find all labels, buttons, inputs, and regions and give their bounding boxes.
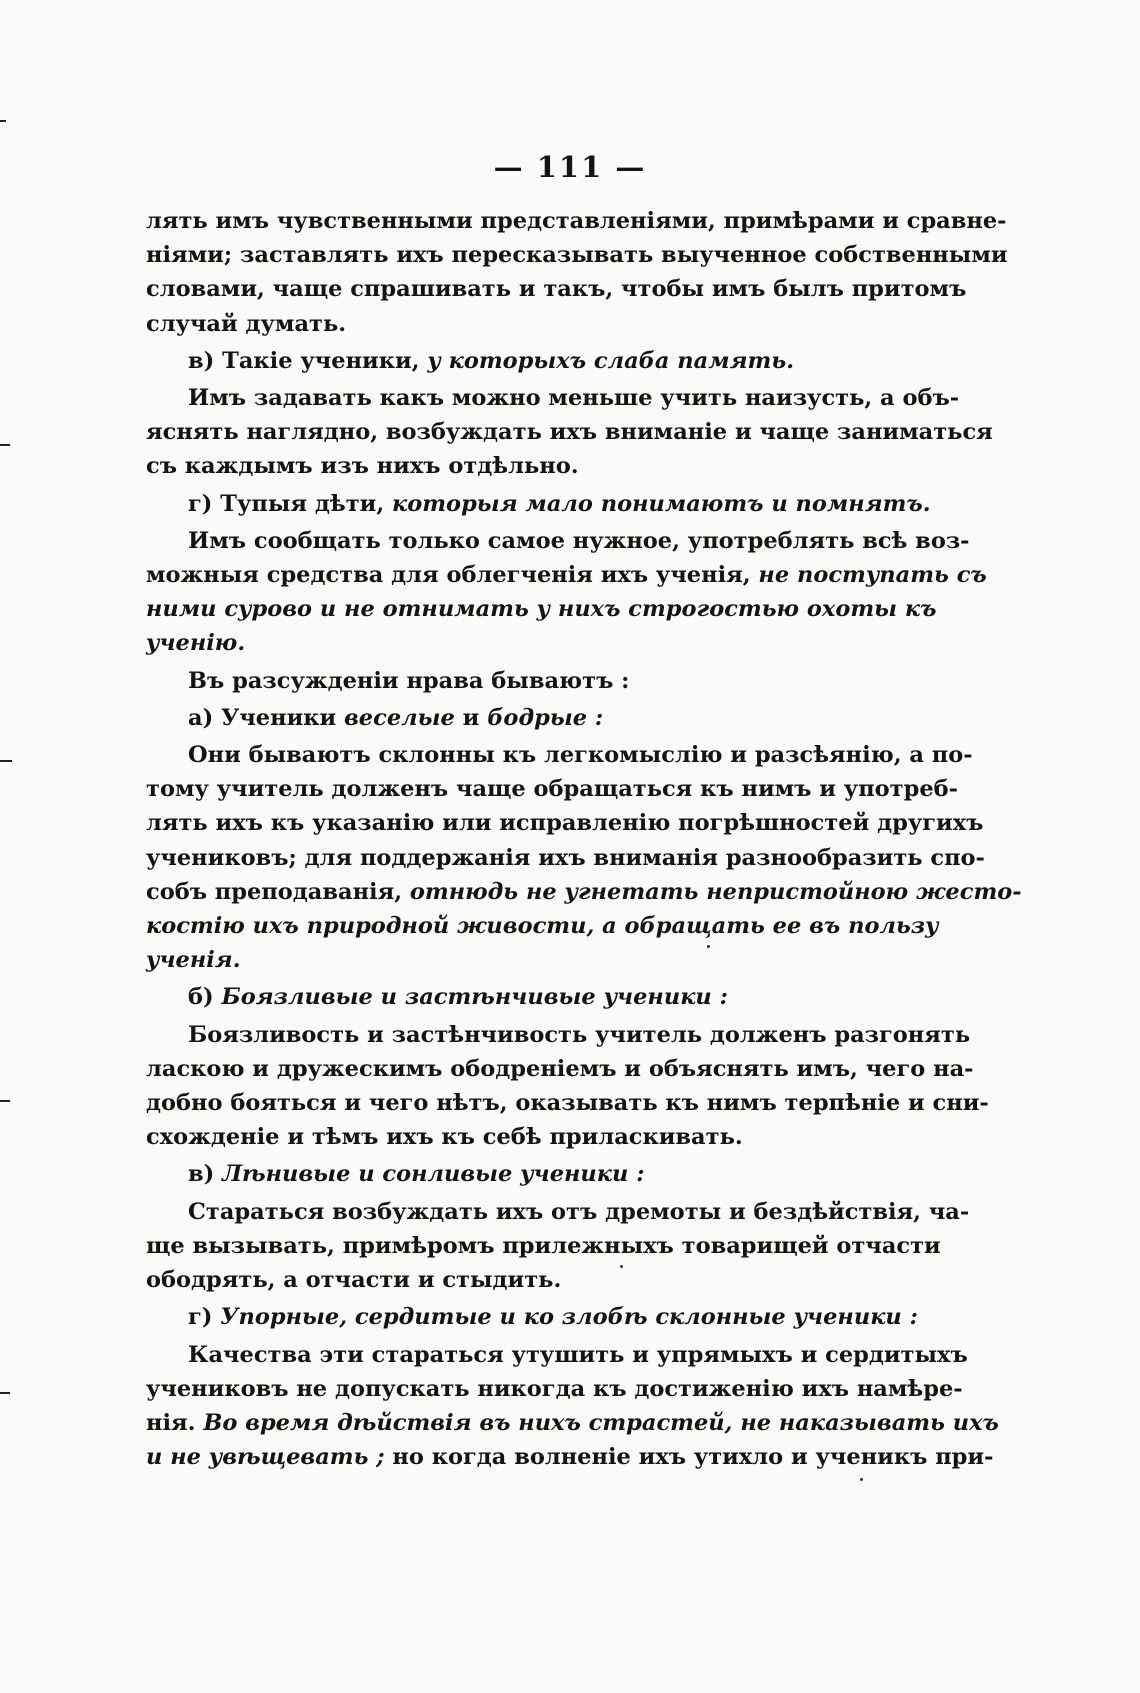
text-line: ученію. xyxy=(146,630,246,657)
text-line: собъ преподаванія, отнюдь не угнетать непристойною жесто- xyxy=(146,878,1022,905)
text-line: случай думать. xyxy=(146,310,347,337)
text-line: ще вызывать, примѣромъ прилежныхъ товарищей отчасти xyxy=(146,1232,941,1259)
text-line: ніями; заставлять ихъ пересказывать выученное собственными xyxy=(146,242,1008,269)
text-line: ободрять, а отчасти и стыдить. xyxy=(146,1267,562,1294)
speck xyxy=(707,945,710,948)
text-line: в) Лѣнивые и сонливые ученики : xyxy=(188,1161,645,1188)
text-line: Стараться возбуждать ихъ отъ дремоты и бездѣйствія, ча- xyxy=(188,1198,970,1225)
text-line: Въ разсужденіи нрава бываютъ : xyxy=(188,667,630,694)
text-line: лять имъ чувственными представленіями, примѣрами и сравне- xyxy=(146,208,1007,234)
speck xyxy=(620,1265,623,1268)
text-line: г) Упорные, сердитые и ко злобѣ склонные ученики : xyxy=(188,1304,918,1331)
text-line: яснять наглядно, возбуждать ихъ вниманіе и чаще заниматься xyxy=(146,419,993,446)
text-line: словами, чаще спрашивать и такъ, чтобы имъ былъ притомъ xyxy=(146,276,967,303)
scan-edge-mark xyxy=(0,120,6,122)
scan-edge-mark xyxy=(0,444,10,446)
scan-edge-mark xyxy=(0,1392,10,1394)
text-line: съ каждымъ изъ нихъ отдѣльно. xyxy=(146,453,579,480)
text-line: Имъ задавать какъ можно меньше учить наизусть, а объ- xyxy=(188,385,960,412)
scan-edge-mark xyxy=(0,1100,10,1102)
scan-edge-mark xyxy=(0,760,12,762)
text-line: добно бояться и чего нѣтъ, оказывать къ нимъ терпѣніе и сни- xyxy=(146,1090,989,1117)
text-line: ними сурово и не отнимать у нихъ строгостью охоты къ xyxy=(146,596,937,623)
text-line: а) Ученики веселые и бодрые : xyxy=(188,704,604,731)
page-number: — 111 — xyxy=(493,150,647,184)
speck xyxy=(860,1478,863,1481)
text-line: в) Такіе ученики, у которыхъ слаба память. xyxy=(188,347,795,374)
text-line: нія. Во время дѣйствія въ нихъ страстей, не наказывать ихъ xyxy=(146,1409,999,1436)
text-line: учениковъ не допускать никогда къ достиженію ихъ намѣре- xyxy=(146,1375,963,1402)
text-line: ласкою и дружескимъ ободреніемъ и объяснять имъ, чего на- xyxy=(146,1055,974,1082)
text-line: костію ихъ природной живости, а обращать ее въ пользу xyxy=(146,913,939,940)
text-line: можныя средства для облегченія ихъ ученія, не поступать съ xyxy=(146,562,987,589)
text-line: ученія. xyxy=(146,947,241,974)
text-line: Качества эти стараться утушить и упрямыхъ и сердитыхъ xyxy=(188,1341,968,1368)
text-line: Имъ сообщать только самое нужное, употреблять всѣ воз- xyxy=(188,527,970,554)
text-line: г) Тупыя дѣти, которыя мало понимаютъ и помнятъ. xyxy=(188,490,931,517)
text-line: схожденіе и тѣмъ ихъ къ себѣ приласкивать. xyxy=(146,1124,743,1151)
body-text xyxy=(146,204,1022,1474)
text-line: Боязливость и застѣнчивость учитель долженъ разгонять xyxy=(188,1021,971,1048)
text-line: лять ихъ къ указанію или исправленію погрѣшностей другихъ xyxy=(146,810,984,837)
text-line: и не увѣщевать ; но когда волненіе ихъ утихло и ученикъ при- xyxy=(146,1444,994,1471)
text-line: б) Боязливые и застѣнчивые ученики : xyxy=(188,984,728,1011)
text-line: Они бываютъ склонны къ легкомыслію и разсѣянію, а по- xyxy=(188,742,973,769)
text-line: тому учитель долженъ чаще обращаться къ нимъ и употреб- xyxy=(146,776,959,803)
text-line: учениковъ; для поддержанія ихъ вниманія разнообразить спо- xyxy=(146,844,985,871)
